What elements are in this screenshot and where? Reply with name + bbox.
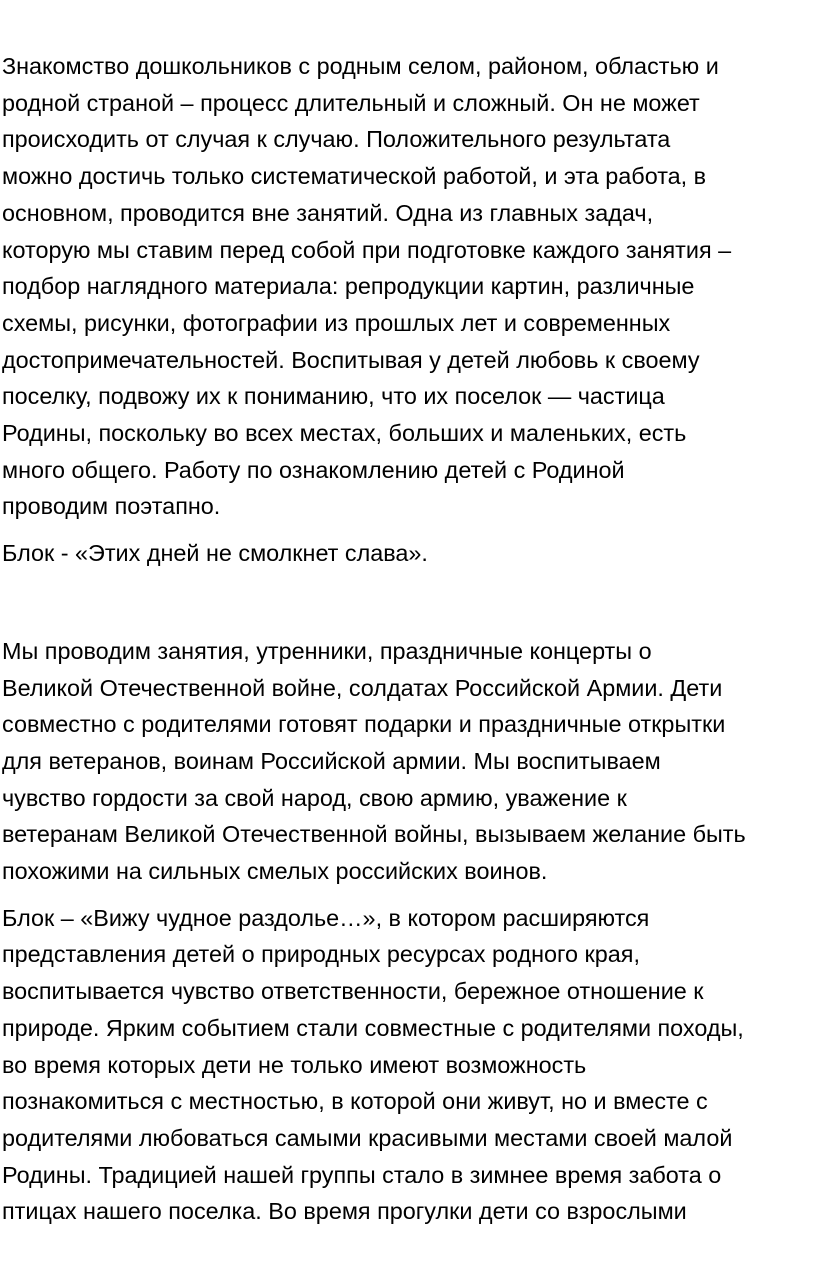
text-line: родной страной – процесс длительный и сложный. Он не может (2, 89, 700, 116)
text-line: Блок - «Этих дней не смолкнет слава». (2, 540, 428, 567)
text-line: ветеранам Великой Отечественной войны, вызываем желание быть (2, 821, 746, 848)
text-line: поселку, подвожу их к пониманию, что их поселок — частица (2, 383, 665, 410)
text-line: подбор наглядного материала: репродукции картин, различные (2, 273, 695, 300)
text-line: происходить от случая к случаю. Положительного результата (2, 126, 671, 153)
text-line: совместно с родителями готовят подарки и праздничные открытки (2, 711, 726, 738)
text-line: Родины. Традицией нашей группы стало в зимнее время забота о (2, 1161, 722, 1188)
text-line: природе. Ярким событием стали совместные с родителями походы, (2, 1014, 744, 1041)
text-line: проводим поэтапно. (2, 493, 221, 520)
text-line: схемы, рисунки, фотографии из прошлых лет и современных (2, 309, 671, 336)
text-line: похожими на сильных смелых российских воинов. (2, 858, 548, 885)
document-page (0, 48, 816, 1230)
text-line: Блок – «Вижу чудное раздолье…», в котором расширяются (2, 904, 650, 931)
text-line: во время которых дети не только имеют возможность (2, 1051, 587, 1078)
paragraph-spacer (0, 890, 816, 900)
text-line: Знакомство дошкольников с родным селом, районом, областью и (2, 53, 719, 79)
paragraph-block-heading-1 (0, 535, 816, 572)
text-line: птицах нашего поселка. Во время прогулки дети со взрослыми (2, 1198, 687, 1225)
text-line: Родины, поскольку во всех местах, больших и маленьких, есть (2, 420, 687, 447)
text-line: много общего. Работу по ознакомлению детей с Родиной (2, 456, 625, 483)
text-line: основном, проводится вне занятий. Одна из главных задач, (2, 199, 654, 226)
paragraph-spacer (0, 525, 816, 535)
text-line: которую мы ставим перед собой при подготовке каждого занятия – (2, 236, 732, 263)
text-line: чувство гордости за свой народ, свою армию, уважение к (2, 784, 627, 811)
text-line: можно достичь только систематической работой, и эта работа, в (2, 163, 707, 190)
paragraph-nature-block (0, 900, 816, 1230)
text-line: достопримечательностей. Воспитывая у детей любовь к своему (2, 346, 700, 373)
text-line: Великой Отечественной войне, солдатах Российской Армии. Дети (2, 674, 723, 701)
text-line: для ветеранов, воинам Российской армии. Мы воспитываем (2, 747, 661, 774)
paragraph-spacer (0, 572, 816, 633)
text-line: родителями любоваться самыми красивыми местами своей малой (2, 1124, 733, 1151)
text-line: представления детей о природных ресурсах родного края, (2, 941, 640, 968)
text-line: познакомиться с местностью, в которой они живут, но и вместе с (2, 1088, 708, 1115)
text-line: Мы проводим занятия, утренники, праздничные концерты о (2, 637, 652, 664)
paragraph-war-memory (0, 633, 816, 890)
paragraph-intro (0, 48, 816, 525)
text-line: воспитывается чувство ответственности, бережное отношение к (2, 978, 704, 1005)
